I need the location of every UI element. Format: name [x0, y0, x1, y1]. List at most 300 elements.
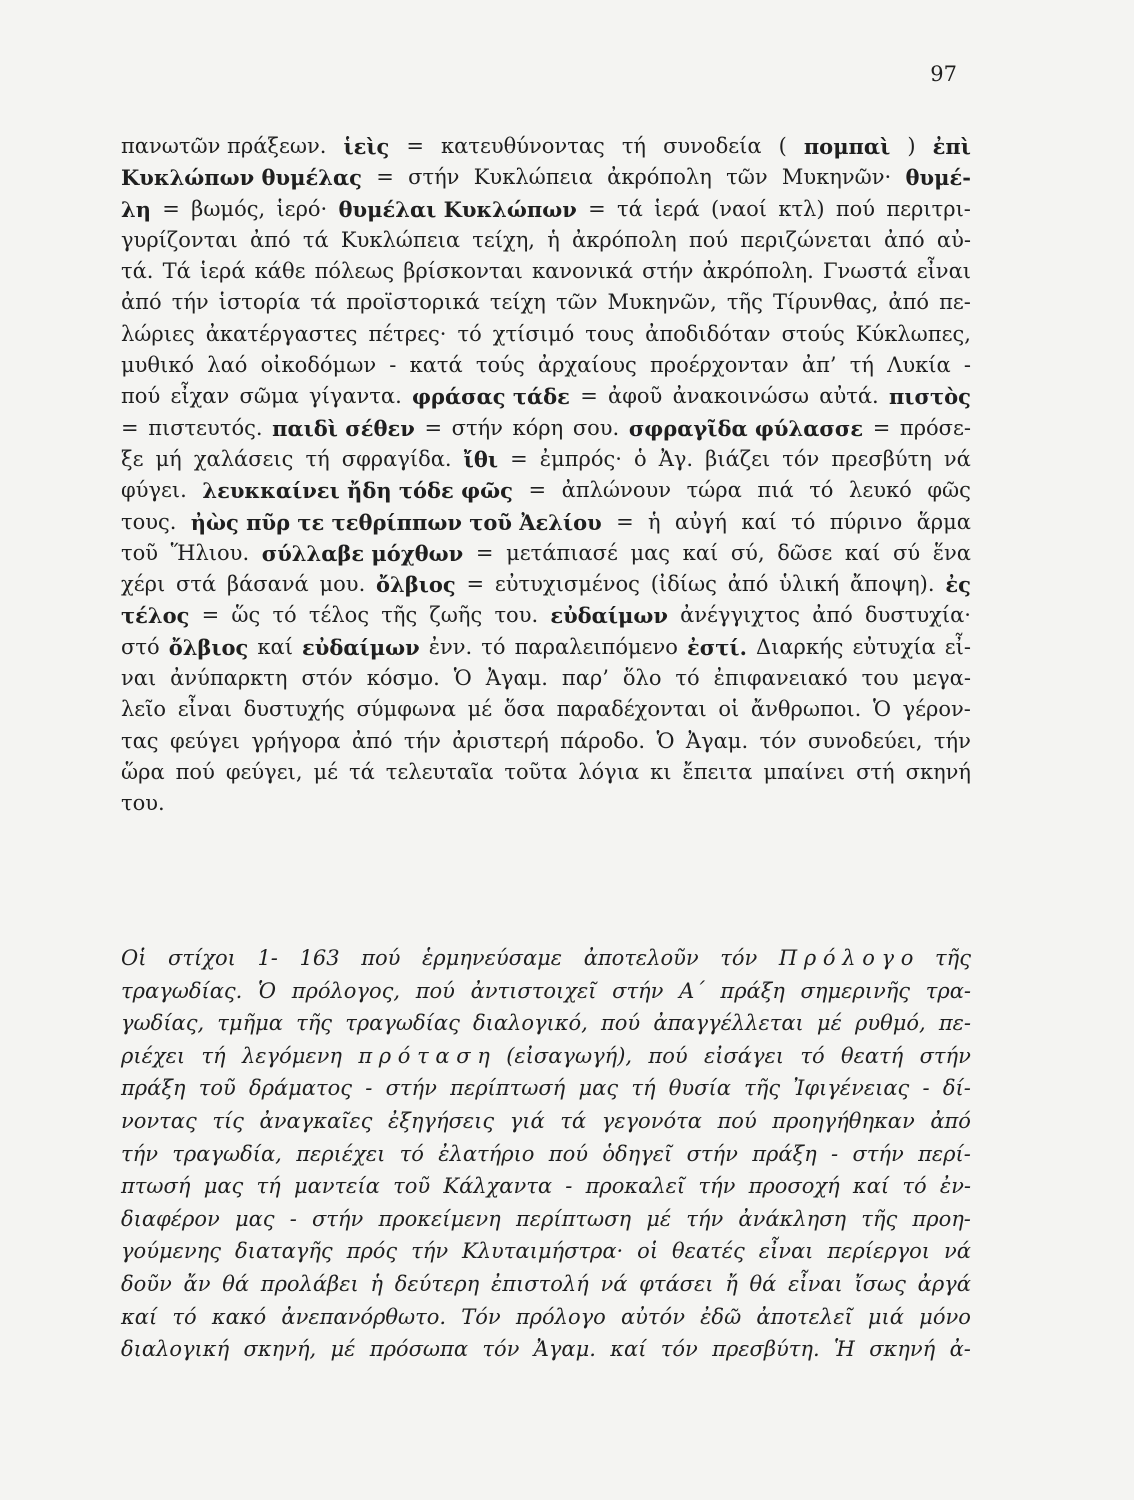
text-word: μεγα-	[912, 666, 971, 691]
text-word: τμῆμα	[217, 1011, 283, 1036]
text-word: μας	[234, 1206, 275, 1231]
text-word: μας	[630, 540, 671, 565]
text-word: βρίσκονται	[403, 259, 523, 284]
text-word: στή	[856, 759, 895, 784]
text-word: πρόλογος,	[291, 978, 401, 1003]
text-word: τά	[616, 196, 643, 221]
text-word: δοῦν	[121, 1271, 172, 1296]
text-word: χτίσιμό	[492, 321, 575, 346]
text-word: ἀποδιδόταν	[645, 321, 771, 346]
text-word: στήν	[451, 415, 503, 440]
text-word: στούς	[781, 321, 845, 346]
text-word: ἀνεπανόρθωτο.	[281, 1304, 447, 1329]
text-word: γέρον-	[902, 697, 971, 722]
text-word: ἀντιστοιχεῖ	[470, 978, 597, 1003]
text-word: κάθε	[254, 259, 306, 284]
text-word: δεύτερη	[394, 1271, 480, 1296]
text-word: πτωσή	[121, 1174, 191, 1199]
text-word: ἄν	[183, 1271, 211, 1296]
text-word: -	[831, 1141, 839, 1166]
text-word: πού	[175, 759, 215, 784]
text-line	[121, 319, 971, 350]
text-word: ἱστορία	[218, 290, 301, 315]
text-word: πού	[688, 227, 729, 252]
text-word: φτάσει	[639, 1271, 714, 1296]
bold-term: φράσας τάδε	[412, 384, 570, 410]
text-word: =	[201, 603, 220, 628]
text-word: περιτρι-	[886, 196, 971, 221]
text-word: τά	[310, 290, 337, 315]
text-word: δυστυχία·	[865, 603, 971, 628]
text-line	[121, 1040, 971, 1073]
text-word: διαταγῆς	[234, 1239, 333, 1264]
text-word: =	[406, 134, 424, 158]
text-line	[121, 694, 971, 725]
text-word: ἐπιστολή	[490, 1271, 589, 1296]
text-word: μέ	[313, 759, 339, 784]
text-word: ἀποτελοῦν	[583, 946, 699, 970]
text-word: τῶν	[726, 165, 768, 190]
bold-term: ὄλβιος	[376, 572, 456, 598]
text-word: τόν	[759, 728, 797, 753]
text-word: μπαίνει	[763, 759, 846, 784]
text-word: τό	[902, 1174, 927, 1199]
text-word: τό	[399, 1141, 424, 1166]
text-word: πιά	[757, 478, 794, 503]
text-word: προη-	[912, 1206, 971, 1231]
text-word: στήν	[919, 1043, 971, 1068]
text-word: τό	[172, 1304, 197, 1329]
bold-term: θυμέλαι Κυκλώπων	[338, 196, 577, 222]
text-word: ἀνακοινώσω	[672, 384, 810, 409]
text-word: τή	[621, 134, 647, 158]
text-word: στήν	[852, 1141, 904, 1166]
text-line	[121, 1203, 971, 1236]
text-word: κτλ)	[778, 196, 825, 221]
text-word: κόσμο.	[366, 666, 440, 691]
text-word: θεατές	[672, 1239, 745, 1264]
text-word: Π ρ ό λ ο γ ο	[778, 946, 914, 970]
text-word: τό	[800, 1043, 825, 1068]
text-word: ἐδῶ	[700, 1304, 742, 1329]
text-word: καί	[852, 1174, 890, 1199]
text-word: τῆς	[296, 1011, 333, 1036]
text-word: Λυκία	[887, 353, 951, 378]
text-word: μιά	[867, 1304, 904, 1329]
text-word: ἀριστερή	[452, 728, 549, 753]
text-word: πρός	[346, 1239, 398, 1264]
text-word: Οἱ	[121, 946, 147, 970]
text-line	[121, 194, 971, 225]
bold-term: ὄλβιος	[168, 634, 249, 660]
text-word: =	[162, 196, 180, 221]
text-word: πε-	[938, 1011, 971, 1036]
text-line	[121, 1105, 971, 1138]
text-word: κόρη	[512, 415, 564, 440]
text-word: ὁδηγεῖ	[602, 1141, 673, 1166]
text-word: βάσανά	[226, 572, 309, 597]
text-word: μέ	[467, 697, 493, 722]
bold-term: θυμέ-	[905, 165, 971, 191]
text-word: πάροδο.	[560, 728, 646, 753]
text-word: τοῦ	[393, 1174, 431, 1199]
text-word: ἀνάκληση	[738, 1206, 847, 1231]
text-word: προκείμενη	[378, 1206, 501, 1231]
bold-term: ἱεὶς	[343, 134, 390, 159]
text-word: =	[616, 509, 634, 534]
text-word: προσοχή	[748, 1174, 840, 1199]
text-word: ρυθμό,	[854, 1011, 926, 1036]
text-word: ἀφοῦ	[608, 384, 663, 409]
text-word: φύγει.	[121, 478, 187, 503]
text-word: τρα-	[925, 978, 971, 1003]
text-word: τοῦ	[198, 1076, 236, 1101]
text-word: Τίρυνθας,	[772, 290, 879, 315]
text-word: περίεργοι	[827, 1239, 931, 1264]
text-word: Ὁ	[872, 697, 891, 722]
text-word: φεύγει	[169, 728, 240, 753]
text-word: τραγωδίας	[345, 1011, 460, 1036]
text-word: ἄποψη).	[849, 572, 935, 597]
text-word: μόνο	[919, 1304, 971, 1329]
text-word: καί	[610, 1337, 647, 1362]
text-word: (	[778, 134, 787, 158]
text-word: φῶς	[927, 478, 971, 503]
text-word: μέ	[646, 1206, 672, 1231]
text-word: ἀπλώνουν	[561, 478, 671, 503]
text-word: κατά	[409, 353, 463, 378]
bold-term: ἐστί.	[687, 634, 747, 660]
text-word: τελευταῖα	[385, 759, 494, 784]
text-word: τοῦ	[121, 540, 159, 565]
text-word: =	[872, 415, 891, 440]
text-word: χαλάσεις	[193, 446, 294, 471]
text-word: νά	[943, 446, 971, 471]
text-word: τό	[809, 478, 834, 503]
text-word: πού	[361, 946, 401, 970]
text-line	[121, 444, 971, 475]
text-word: ἱερό·	[276, 196, 328, 221]
text-word: λώριες	[121, 321, 195, 346]
text-line	[121, 381, 971, 412]
text-word: οἱ	[718, 697, 740, 722]
text-word: ὅλο	[622, 666, 662, 691]
bold-term: εὐδαίμων	[302, 634, 420, 660]
text-line	[121, 225, 971, 256]
text-word: -	[389, 353, 397, 378]
text-word: τά.	[121, 259, 154, 284]
text-word: τῆς	[935, 946, 971, 970]
text-word: ἡ	[370, 1271, 384, 1296]
text-word: καί	[741, 509, 777, 534]
text-word: μή	[155, 446, 182, 471]
text-word: τήν	[933, 728, 971, 753]
text-word: νά	[600, 1271, 628, 1296]
text-word: σφραγίδα.	[341, 446, 452, 471]
text-word: -	[922, 1076, 930, 1101]
text-word: μέ	[330, 1337, 356, 1362]
text-word: ἀνύπαρκτη	[170, 666, 288, 691]
text-line	[121, 757, 971, 788]
text-word: λεγόμενη	[241, 1043, 342, 1068]
text-word: =	[121, 415, 139, 440]
text-word: μέ	[816, 1011, 842, 1036]
text-word: Κάλχαντα	[443, 1174, 553, 1199]
text-word: πύρινο	[829, 509, 903, 534]
text-line	[121, 632, 971, 663]
text-word: τά	[302, 227, 329, 252]
text-word: =	[580, 384, 598, 409]
text-word: ἀπ’	[801, 353, 837, 378]
text-word: περιζώνεται	[740, 227, 872, 252]
text-word: τή	[256, 1174, 281, 1199]
text-word: σου.	[572, 415, 620, 440]
text-word: τοῦτα	[504, 759, 568, 784]
text-word: ἀκρόπολη	[572, 227, 677, 252]
text-word: ὅσα	[503, 697, 545, 722]
text-word: τή	[849, 353, 874, 378]
text-word: πόλεως	[314, 259, 395, 284]
text-word: ἀπαγγέλλεται	[653, 1011, 804, 1036]
text-word: πρεσβύτη	[831, 446, 932, 471]
text-word: εἶναι	[758, 1239, 814, 1264]
text-line	[121, 162, 971, 193]
text-word: ἀπό	[249, 227, 291, 252]
bold-term: ἐπὶ	[932, 134, 971, 159]
text-word: αὐτά.	[819, 384, 879, 409]
bold-term: Κυκλώπων θυμέλας	[121, 165, 362, 191]
text-word: =	[588, 196, 606, 221]
text-word: διαλογικό,	[472, 1011, 588, 1036]
text-word: πιστευτός.	[148, 415, 263, 440]
text-word: τήν	[403, 728, 441, 753]
text-word: τή	[201, 1043, 226, 1068]
bold-term: λευκκαίνει ἤδη τόδε φῶς	[202, 478, 513, 504]
text-word: τραγωδία,	[172, 1141, 282, 1166]
text-word: γυρίζονται	[121, 227, 238, 252]
text-word: τῆς	[861, 1206, 898, 1231]
text-line	[121, 1007, 971, 1040]
text-word: 163	[299, 946, 340, 970]
text-word: ἱερά	[654, 196, 700, 221]
text-word: ναι	[121, 666, 157, 691]
text-word: ἤ	[725, 1271, 738, 1296]
text-line	[121, 538, 971, 569]
text-word: ὑλική	[779, 572, 840, 597]
text-word: ἀκρόπολη.	[702, 259, 814, 284]
text-word: τήν	[686, 1206, 724, 1231]
text-word: περί-	[918, 1141, 971, 1166]
text-word: περίπτωσή	[450, 1076, 566, 1101]
text-word: ἀρχαίους	[537, 353, 637, 378]
text-word: πράξη	[720, 978, 785, 1003]
text-word: =	[376, 165, 394, 190]
text-word: στήν	[612, 978, 664, 1003]
text-word: τό	[675, 666, 700, 691]
text-word: τῶν	[555, 290, 598, 315]
text-word: -	[289, 1206, 297, 1231]
text-word: πού	[648, 1043, 688, 1068]
text-word: μας	[578, 1076, 619, 1101]
text-word: γούμενης	[121, 1239, 221, 1264]
text-word: μυθικό	[121, 353, 195, 378]
bold-term: ἠὼς πῦρ τε τεθρίππων τοῦ Ἀελίου	[190, 509, 602, 535]
text-word: του.	[121, 791, 165, 816]
text-word: Διαρκής	[755, 634, 844, 659]
text-word: Κυκλώπεια	[473, 165, 593, 190]
text-word: τώρα	[686, 478, 742, 503]
text-word: συνοδεύει,	[807, 728, 923, 753]
text-word: ἀπό	[121, 290, 162, 315]
text-word: ἀπό	[727, 572, 769, 597]
text-word: αὐγή	[674, 509, 727, 534]
text-word: γιά	[509, 1108, 545, 1133]
text-word: Γνωστά	[822, 259, 908, 284]
text-word: λόγια	[578, 759, 640, 784]
text-word: ὥς	[231, 603, 261, 628]
text-word: εἶ-	[944, 634, 971, 659]
text-line	[121, 507, 971, 538]
text-word: καί	[257, 634, 293, 659]
bold-term: ἐς	[945, 572, 971, 598]
text-word: τήν	[121, 1141, 158, 1166]
text-word: Α΄	[679, 978, 705, 1003]
text-word: προηγήθηκαν	[772, 1108, 915, 1133]
text-word: ριέχει	[121, 1043, 186, 1068]
bold-term: τέλος	[121, 603, 190, 629]
text-word: κι	[650, 759, 672, 784]
text-word: ἡ	[648, 509, 661, 534]
text-word: προλάβει	[260, 1271, 359, 1296]
text-word: τήν	[411, 1239, 449, 1264]
text-word: τους	[585, 321, 635, 346]
text-word: πού	[600, 1011, 641, 1036]
text-line	[121, 1072, 971, 1105]
text-word: γεγονότα	[601, 1108, 702, 1133]
text-word: ἀπό	[888, 290, 930, 315]
text-word: τῆς	[381, 603, 418, 628]
text-word: ἀνέγγιχτος	[680, 603, 801, 628]
text-word: τόν	[782, 446, 820, 471]
bold-term: σφραγῖδα φύλασσε	[628, 415, 864, 441]
text-word: ἴσως	[854, 1271, 906, 1296]
text-word: γωδίας,	[121, 1011, 205, 1036]
text-word: πράξη	[121, 1076, 186, 1101]
text-word: (ναοί	[711, 196, 768, 221]
text-word: κατευθύνοντας	[441, 134, 605, 158]
text-word: μετάπιασέ	[506, 540, 618, 565]
text-word: ἅρμα	[916, 509, 971, 534]
text-word: σύ	[893, 540, 921, 565]
text-word: τό	[791, 509, 816, 534]
text-word: περιέχει	[296, 1141, 386, 1166]
text-word: Ὁ	[453, 666, 472, 691]
text-word: σκηνή,	[243, 1337, 317, 1362]
text-word: προέρχονταν	[649, 353, 789, 378]
text-line	[121, 1235, 971, 1268]
page-number: 97	[930, 62, 957, 86]
text-word: θά	[749, 1271, 777, 1296]
text-word: τούς	[475, 353, 525, 378]
text-word: παραλειπόμενο	[514, 634, 678, 659]
text-word: (ἰδίως	[650, 572, 717, 597]
text-line	[121, 975, 971, 1008]
text-word: δῶσε	[777, 540, 833, 565]
prologue-paragraph	[121, 942, 971, 1366]
text-word: θά	[222, 1271, 250, 1296]
text-word: τά	[348, 759, 375, 784]
text-word: εὐτυχία	[852, 634, 936, 659]
text-word: στήν	[686, 1141, 738, 1166]
text-word: λαό	[207, 353, 248, 378]
text-word: πού	[548, 1141, 588, 1166]
text-word: στό	[121, 634, 160, 659]
text-word: πού	[835, 196, 876, 221]
text-word: φεύγει,	[225, 759, 303, 784]
text-word: 1-	[257, 946, 278, 970]
text-word: ἐλατήριο	[438, 1141, 535, 1166]
text-word: γίγαντα.	[309, 384, 402, 409]
text-word: κανονικά	[531, 259, 634, 284]
text-word: συνοδεία	[663, 134, 762, 158]
text-word: π ρ ό τ α σ η	[358, 1043, 490, 1068]
text-word: προϊστορικά	[346, 290, 480, 315]
text-word: Κλυταιμήστρα·	[462, 1239, 624, 1264]
text-word: ἀκρόπολη	[607, 165, 712, 190]
text-word: ἱερά	[199, 259, 246, 284]
text-line	[121, 942, 971, 975]
text-word: πέτρες·	[368, 321, 447, 346]
text-word: διαφέρον	[121, 1206, 220, 1231]
text-word: σῶμα	[239, 384, 299, 409]
text-line	[121, 569, 971, 600]
text-word: τόν	[482, 1337, 520, 1362]
text-word: διαλογική	[121, 1337, 230, 1362]
text-word: =	[475, 540, 494, 565]
text-word: Ἀγαμ.	[485, 666, 548, 691]
text-word: )	[907, 134, 916, 158]
text-word: οἰκοδόμων	[260, 353, 377, 378]
text-word: σκηνή	[869, 1337, 936, 1362]
text-word: γρήγορα	[251, 728, 341, 753]
text-line	[121, 663, 971, 694]
text-line	[121, 1138, 971, 1171]
text-line	[121, 131, 971, 162]
text-word: δυστυχής	[243, 697, 345, 722]
text-word: Ἥλιου.	[170, 540, 250, 565]
text-word: τό	[272, 603, 297, 628]
text-word: τά	[560, 1108, 587, 1133]
text-word: εἶναι	[916, 259, 971, 284]
text-word: (εἰσαγωγή),	[506, 1043, 633, 1068]
text-word: Μυκηνῶν,	[607, 290, 717, 315]
text-word: θεατή	[840, 1043, 904, 1068]
text-word: στίχοι	[168, 946, 236, 970]
bold-term: εὐδαίμων	[550, 603, 668, 629]
text-word: ἀναγκαῖες	[259, 1108, 373, 1133]
text-word: χέρι	[121, 572, 166, 597]
text-word: του	[861, 666, 899, 691]
text-word: εἶχαν	[170, 384, 230, 409]
text-word: -	[365, 1076, 373, 1101]
text-word: Ὁ	[656, 728, 675, 753]
text-word: τείχη,	[472, 227, 535, 252]
text-word: πού	[717, 1108, 757, 1133]
text-word: βωμός,	[191, 196, 266, 221]
text-word: τήν	[698, 1174, 736, 1199]
text-word: ἐνν.	[428, 634, 473, 659]
text-word: σύ,	[730, 540, 765, 565]
